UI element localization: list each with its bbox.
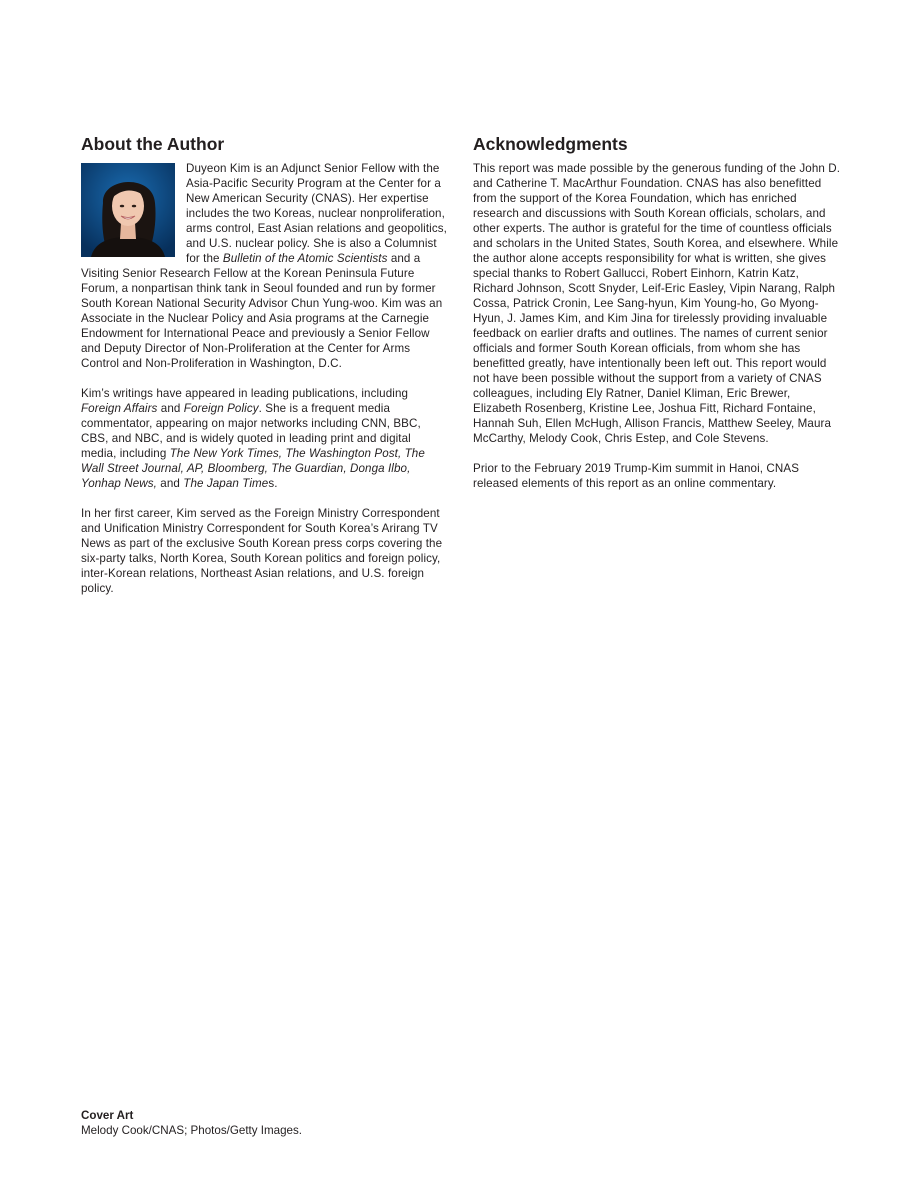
media-title: The Japan Time [183,477,269,490]
cover-art-label: Cover Art [81,1109,134,1122]
author-career-paragraph: In her first career, Kim served as the Foreign Ministry Correspondent and Unification Ministry Correspondent for South Korea’s Arirang TV News as part of the exclusive South Korean press corps covering the six-party talks, North Korea, South Korean politics and foreign policy, inter-Korean relations, Northeast Asian relations, and U.S. foreign policy. [81,507,443,595]
acknowledgments-paragraph: This report was made possible by the generous funding of the John D. and Catherine T. MacArthur Foundation. CNAS has also benefitted from the support of the Korea Foundation, which has enriched research and discussions with South Korean officials, scholars, and other experts. The author is grateful for the time of countless officials and scholars in the United States, South Korea, and elsewhere. While the author alone accepts responsibility for what is written, she gives special thanks to Robert Gallucci, Robert Einhorn, Katrin Katz, Richard Johnson, Scott Snyder, Leif-Eric Easley, Vipin Narang, Ralph Cossa, Patrick Cronin, Lee Sang-hyun, Kim Young-ho, Go Myong-Hyun, J. James Kim, and Kim Jina for tirelessly providing invaluable feedback on earlier drafts and outlines. The names of current senior officials and former South Korean officials, from whom she has benefitted greatly, have intentionally been left out. This report would not have been possible without the support from a variety of CNAS colleagues, including Ely Ratner, Daniel Kliman, Eric Brewer, Elizabeth Rosenberg, Kristine Lee, Joshua Fitt, Richard Fontaine, Hannah Suh, Ellen McHugh, Allison Francis, Matthew Seeley, Maura McCarthy, Melody Cook, Chris Estep, and Cole Stevens. [473,162,841,445]
writings-text: s. [268,477,278,490]
publication-title: Foreign Policy [183,402,259,415]
writings-text: . She is a frequent media commentator, appearing on major networks including CNN, BBC, CBS, and NBC, and is widely quoted in leading print and digital media, including [81,402,421,460]
bio-text: and a Visiting Senior Research Fellow at the Korean Peninsula Future Forum, a nonpartisan think tank in Seoul founded and run by former South Korean National Security Advisor Chun Yung-woo. Kim was an Associate in the Nuclear Policy and Asia programs at the Carnegie Endowment for International Peace and previously a Senior Fellow and Deputy Director of Non-Proliferation at the Center for Arms Control and Non-Proliferation in Washington, D.C. [81,252,443,370]
acknowledgments-section [473,133,841,506]
bio-publication-title: Bulletin of the Atomic Scientists [222,252,388,265]
writings-text: Kim’s writings have appeared in leading publications, including [81,387,409,400]
bio-text: Duyeon Kim is an Adjunct Senior Fellow with the Asia-Pacific Security Program at the Center for a New American Security (CNAS). Her expertise includes the two Koreas, nuclear nonproliferation, arms control, East Asian relations and geopolitics, and U.S. nuclear policy. She is also a Columnist for the [186,162,447,265]
author-photo [81,163,175,257]
cover-art-credit [81,1108,581,1138]
cover-art-credit-text: Melody Cook/CNAS; Photos/Getty Images. [81,1124,303,1137]
writings-text: and [156,477,184,490]
author-portrait-image [81,163,175,257]
about-author-heading: About the Author [81,134,225,154]
acknowledgments-note-paragraph: Prior to the February 2019 Trump-Kim summit in Hanoi, CNAS released elements of this report as an online commentary. [473,462,800,490]
acknowledgments-heading: Acknowledgments [473,134,628,154]
author-writings-paragraph [81,386,447,491]
media-titles: The New York Times, The Washington Post, The Wall Street Journal, AP, Bloomberg, The Guardian, Donga Ilbo, Yonhap News, [81,447,425,490]
about-author-section [81,133,447,611]
writings-text: and [157,402,184,415]
publication-title: Foreign Affairs [81,402,158,415]
